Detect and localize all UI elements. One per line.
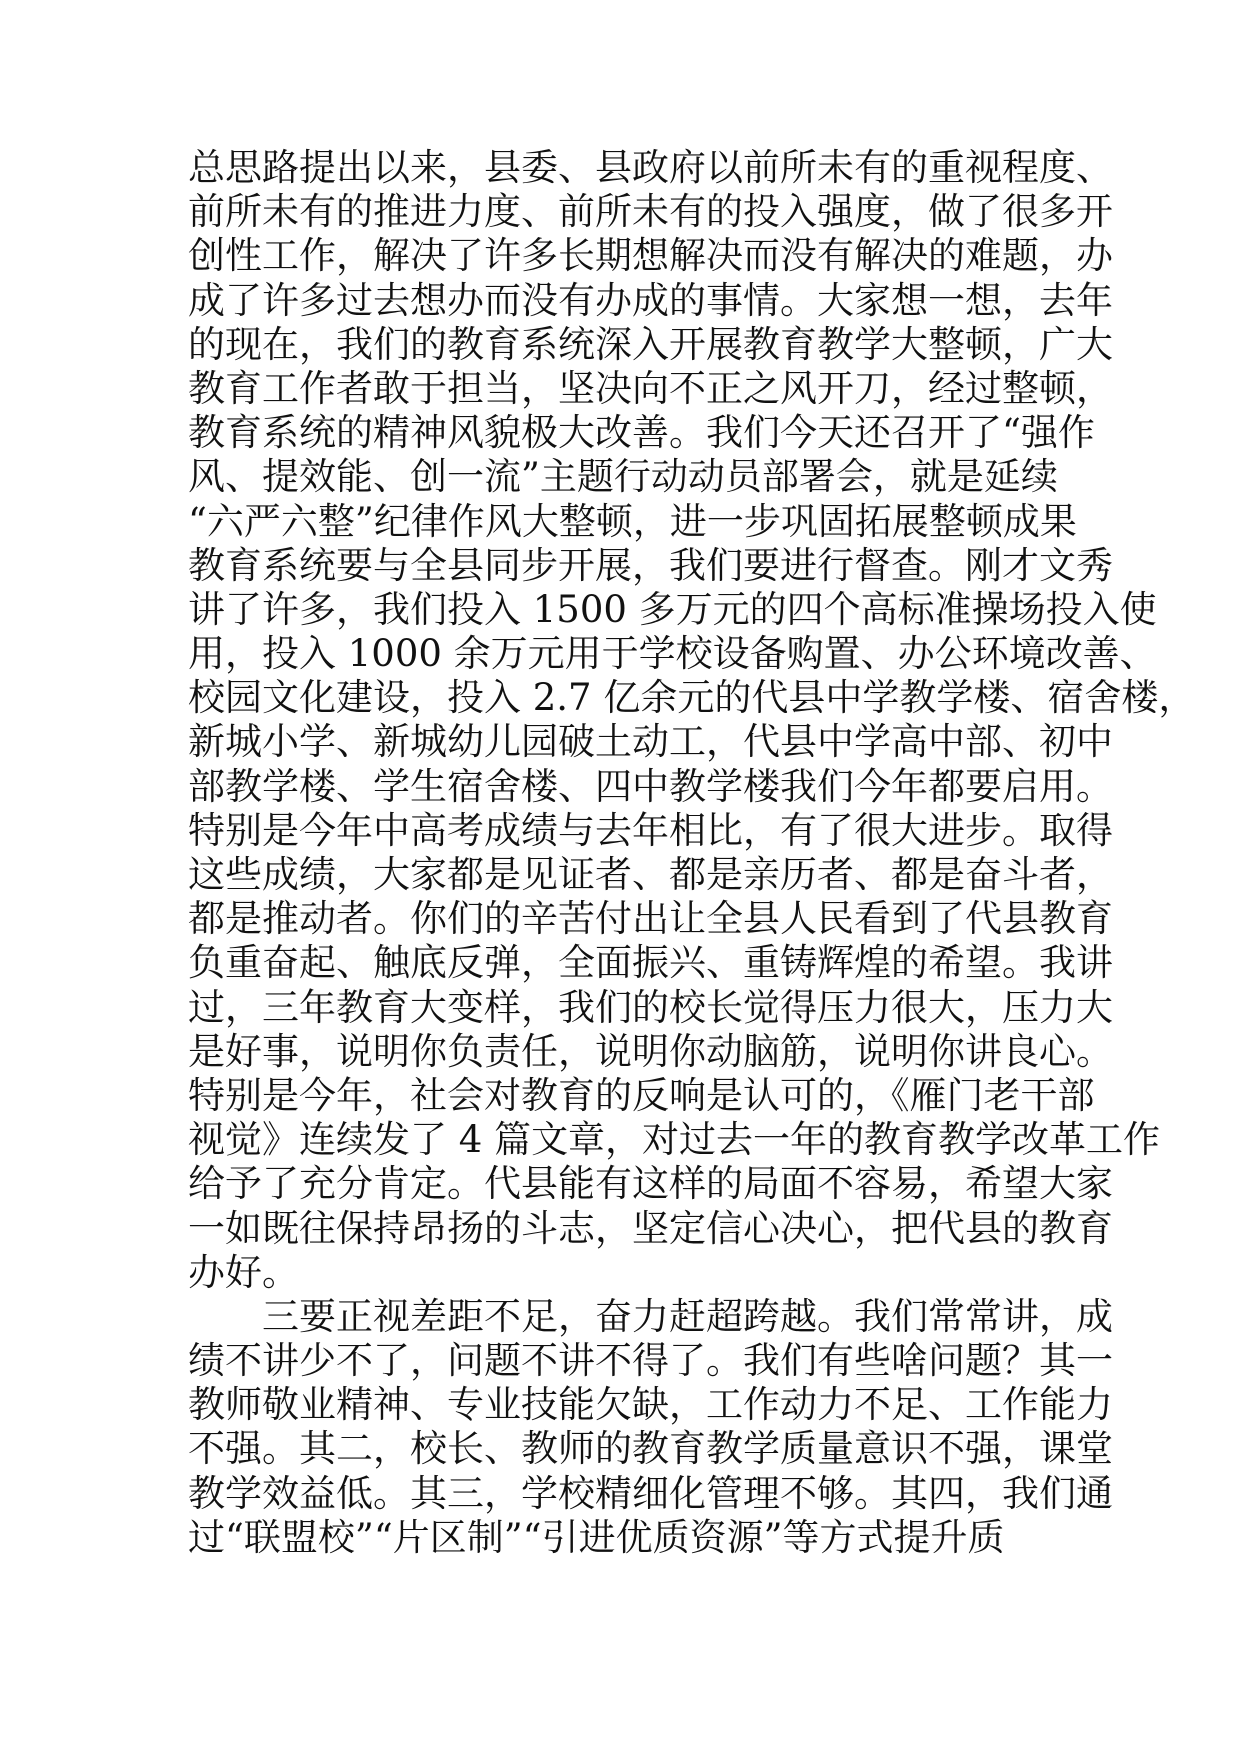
text-line: 绩不讲少不了，问题不讲不得了。我们有些啥问题？其一 — [188, 1339, 1113, 1383]
text-line: 新城小学、新城幼儿园破土动工，代县中学高中部、初中 — [188, 720, 1113, 764]
text-line: 特别是今年中高考成绩与去年相比，有了很大进步。取得 — [188, 808, 1113, 852]
text-line: 用，投入 1000 余万元用于学校设备购置、办公环境改善、 — [188, 632, 1157, 676]
text-line: 部教学楼、学生宿舍楼、四中教学楼我们今年都要启用。 — [188, 764, 1113, 808]
text-line: 教育工作者敢于担当，坚决向不正之风开刀，经过整顿， — [188, 366, 1113, 410]
text-line: 创性工作，解决了许多长期想解决而没有解决的难题，办 — [188, 234, 1113, 278]
text-line: 教育系统的精神风貌极大改善。我们今天还召开了“强作 — [188, 411, 1095, 455]
text-line: 这些成绩，大家都是见证者、都是亲历者、都是奋斗者， — [188, 853, 1113, 896]
text-line: 成了许多过去想办而没有办成的事情。大家想一想，去年 — [188, 278, 1113, 322]
text-line: 给予了充分肯定。代县能有这样的局面不容易，希望大家 — [188, 1162, 1113, 1206]
text-line: 讲了许多，我们投入 1500 多万元的四个高标准操场投入使 — [188, 587, 1157, 631]
text-line: 过“联盟校”“片区制”“引进优质资源”等方式提升质 — [188, 1515, 1005, 1559]
text-line: 不强。其二，校长、教师的教育教学质量意识不强，课堂 — [188, 1427, 1113, 1471]
text-line: 一如既往保持昂扬的斗志，坚定信心决心，把代县的教育 — [188, 1206, 1113, 1250]
text-line: 教育系统要与全县同步开展，我们要进行督查。刚才文秀 — [188, 543, 1113, 587]
text-line: 办好。 — [188, 1250, 299, 1294]
text-line: “六严六整”纪律作风大整顿，进一步巩固拓展整顿成果 — [188, 499, 1077, 543]
text-line: 校园文化建设，投入 2.7 亿余元的代县中学教学楼、宿舍楼， — [188, 676, 1196, 720]
text-line: 的现在，我们的教育系统深入开展教育教学大整顿，广大 — [188, 322, 1113, 366]
text-line: 负重奋起、触底反弹，全面振兴、重铸辉煌的希望。我讲 — [188, 941, 1113, 985]
paragraph-first-line: 三要正视差距不足，奋力赶超跨越。我们常常讲，成 — [262, 1294, 1113, 1338]
text-line: 是好事，说明你负责任，说明你动脑筋，说明你讲良心。 — [188, 1029, 1113, 1073]
text-line: 风、提效能、创一流”主题行动动员部署会，就是延续 — [188, 455, 1058, 499]
text-line: 都是推动者。你们的辛苦付出让全县人民看到了代县教育 — [188, 897, 1113, 941]
text-line: 总思路提出以来，县委、县政府以前所未有的重视程度、 — [188, 146, 1113, 189]
text-line: 教师敬业精神、专业技能欠缺，工作动力不足、工作能力 — [188, 1383, 1113, 1427]
body-text — [188, 146, 1196, 1560]
text-line: 前所未有的推进力度、前所未有的投入强度，做了很多开 — [188, 190, 1113, 234]
text-line: 过，三年教育大变样，我们的校长觉得压力很大，压力大 — [188, 985, 1113, 1029]
text-line: 特别是今年，社会对教育的反响是认可的，《雁门老干部 — [188, 1073, 1095, 1117]
text-line: 教学效益低。其三，学校精细化管理不够。其四，我们通 — [188, 1471, 1113, 1515]
text-line: 视觉》连续发了 4 篇文章，对过去一年的教育教学改革工作 — [188, 1118, 1161, 1162]
